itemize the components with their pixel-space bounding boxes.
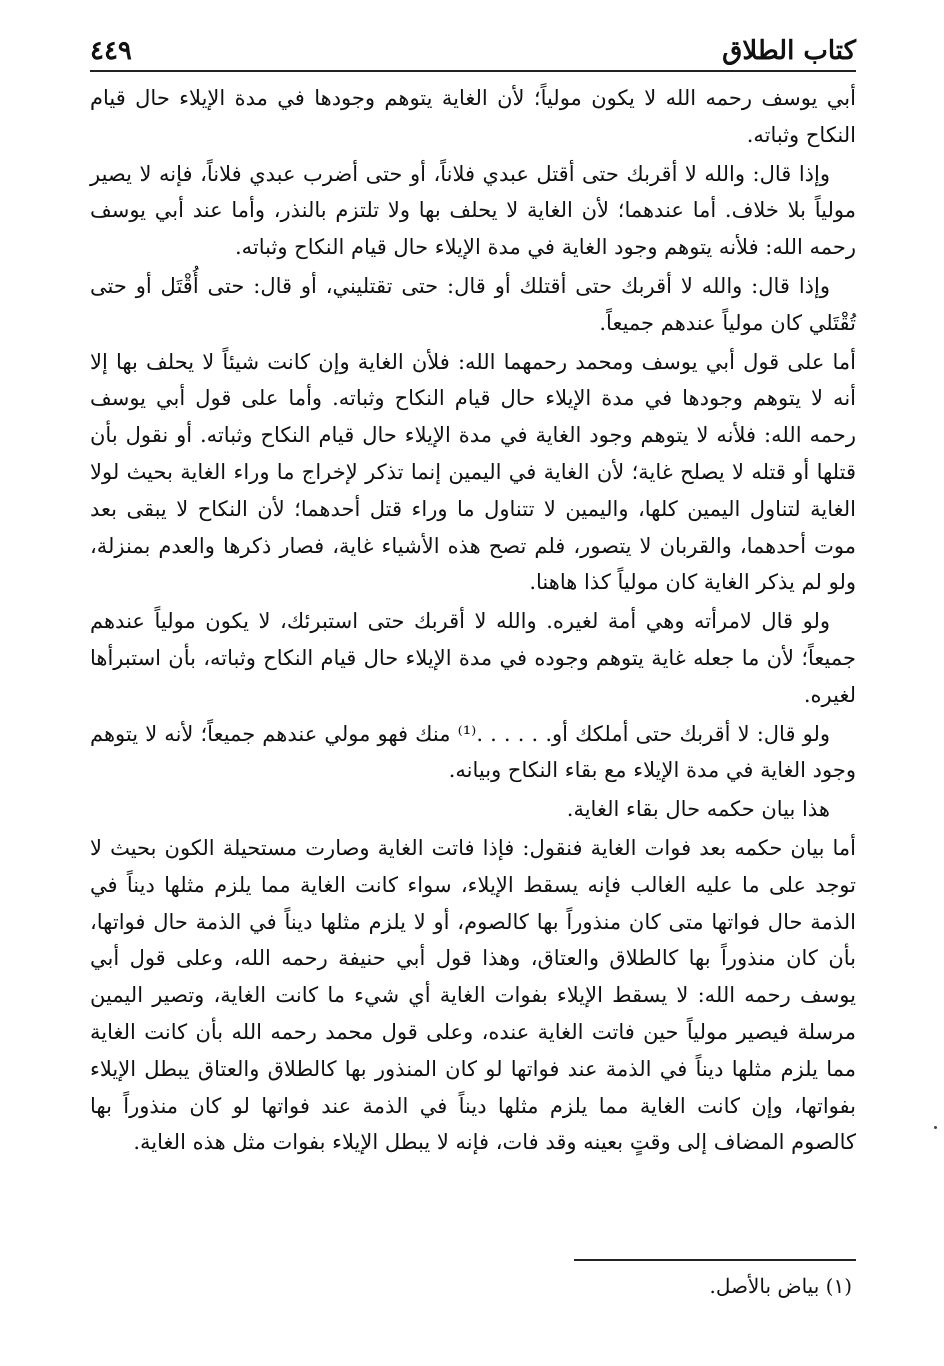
footnote-divider xyxy=(574,1259,856,1261)
page-number: ٤٤٩ xyxy=(90,36,132,66)
paragraph: ولو قال لامرأته وهي أمة لغيره. والله لا أقربك حتى استبرئك، لا يكون مولياً عندهم جميعاً؛ لأن ما جعله غاية يتوهم وجوده في مدة الإيلاء حال قيام النكاح وثباته، بأن استبرأها لغيره. xyxy=(90,609,856,707)
main-text xyxy=(90,80,856,1163)
paragraph: هذا بيان حكمه حال بقاء الغاية. xyxy=(566,797,830,822)
paragraph: ولو قال: لا أقربك حتى أملكك أو. . . . . .⁽¹⁾ منك فهو مولي عندهم جميعاً؛ لأنه لا يتوهم وجود الغاية في مدة الإيلاء مع بقاء النكاح وبيانه. xyxy=(90,721,856,783)
paragraph: أما بيان حكمه بعد فوات الغاية فنقول: فإذا فاتت الغاية وصارت مستحيلة الكون بحيث لا توجد على ما عليه الغالب فإنه يسقط الإيلاء، سواء كانت الغاية مما يلزم مثلها ديناً في الذمة حال فواتها متى كان منذوراً بها كالصوم، أو لا يلزم مثلها ديناً في الذمة حال فواتها، بأن كان منذوراً بها كالطلاق والعتاق، وهذا قول أبي حنيفة رحمه الله، وعلى قول أبي يوسف رحمه الله: لا يسقط الإيلاء بفوات الغاية أي شيء ما كانت الغاية، وتصير اليمين مرسلة فيصير مولياً حين فاتت الغاية عنده، وعلى قول محمد رحمه الله بأن كانت الغاية مما يلزم مثلها ديناً في الذمة عند فواتها لو كان المنذور بها كالطلاق والعتاق يبطل الإيلاء بفواتها، وإن كانت الغاية مما يلزم مثلها ديناً في الذمة عند فواتها لو كان منذوراً بها كالصوم المضاف إلى وقتٍ بعينه وقد فات، فإنه لا يبطل الإيلاء بفوات مثل هذه الغاية. xyxy=(90,835,856,1155)
paragraph: أبي يوسف رحمه الله لا يكون مولياً؛ لأن الغاية يتوهم وجودها في مدة الإيلاء حال قيام النكاح وثباته. xyxy=(90,86,856,147)
scan-speck xyxy=(934,1126,937,1129)
footnote: (١) بياض بالأصل. xyxy=(709,1274,852,1298)
page-header xyxy=(90,26,856,72)
paragraph: وإذا قال: والله لا أقربك حتى أقتلك أو قال: حتى تقتليني، أو قال: حتى أُقْتَل أو حتى تُقْتَلي كان مولياً عندهم جميعاً. xyxy=(90,273,856,335)
book-title: كتاب الطلاق xyxy=(722,36,856,66)
paragraph: أما على قول أبي يوسف ومحمد رحمهما الله: فلأن الغاية وإن كانت شيئاً لا يحلف بها إلا أنه لا يتوهم وجودها في مدة الإيلاء حال قيام النكاح وثباته. وأما على قول أبي يوسف رحمه الله: فلأنه لا يتوهم وجود الغاية في مدة الإيلاء حال قيام النكاح وثباته. أو نقول بأن قتلها أو قتله لا يصلح غاية؛ لأن الغاية في اليمين إنما تذكر لإخراج ما وراء الغاية بحيث لولا الغاية لتناول اليمين كلها، واليمين لا تتناول ما وراء قتل أحدهما؛ لأن النكاح لا يبقى بعد موت أحدهما، والقربان لا يتصور، فلم تصح هذه الأشياء غاية، فصار ذكرها والعدم بمنزلة، ولو لم يذكر الغاية كان مولياً كذا هاهنا. xyxy=(90,349,856,595)
paragraph: وإذا قال: والله لا أقربك حتى أقتل عبدي فلاناً، أو حتى أضرب عبدي فلاناً، فإنه لا يصير مولياً بلا خلاف. أما عندهما؛ لأن الغاية لا يحلف بها ولا تلتزم بالنذر، وأما عند أبي يوسف رحمه الله: فلأنه يتوهم وجود الغاية في مدة الإيلاء حال قيام النكاح وثباته. xyxy=(90,161,856,260)
